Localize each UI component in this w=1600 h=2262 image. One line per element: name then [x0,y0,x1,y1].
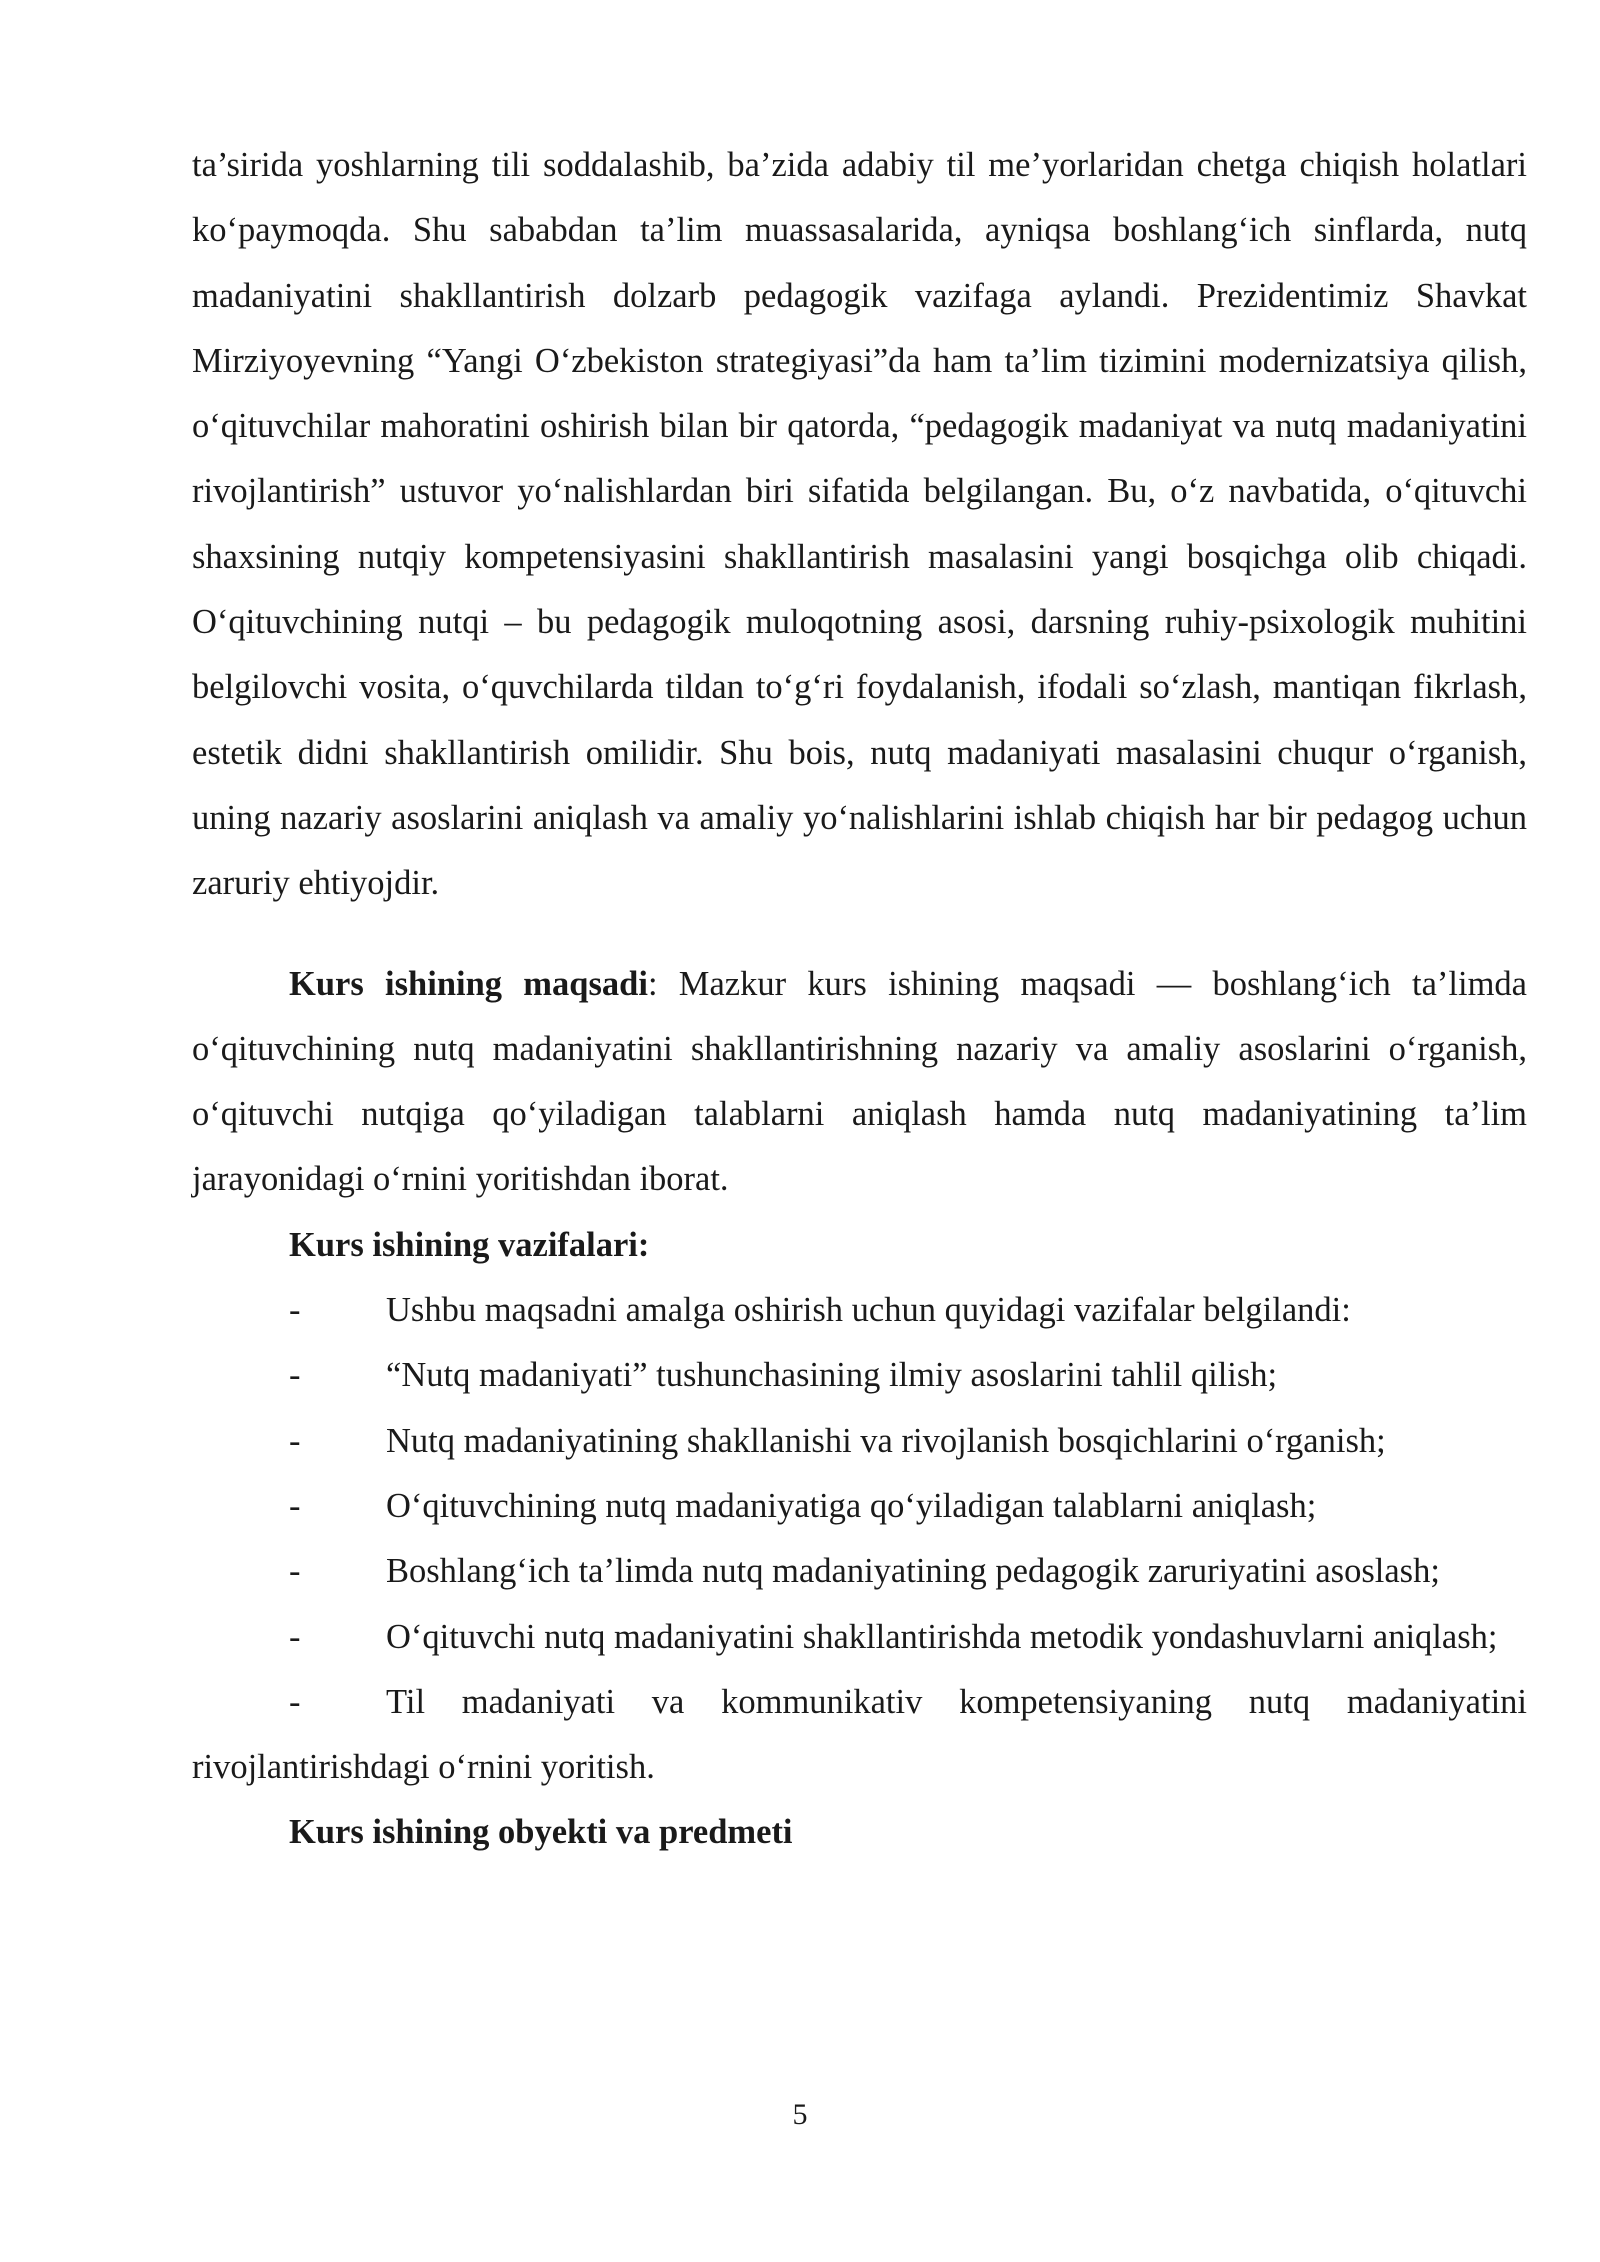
task-text: Nutq madaniyatining shakllanishi va rivojlanish bosqichlarini o‘rganish; [386,1421,1386,1460]
tasks-heading: Kurs ishining vazifalari: [289,1225,650,1264]
page-number: 5 [792,2098,808,2131]
list-bullet: - [289,1552,301,1591]
goal-heading: Kurs ishining maqsadi [289,964,648,1003]
goal-paragraph [192,952,1527,1213]
list-bullet: - [289,1486,301,1525]
task-list-item [192,1474,1527,1539]
goal-separator: : [647,964,658,1003]
task-list-item [192,1539,1527,1604]
task-list-item [192,1278,1527,1343]
task-text: O‘qituvchi nutq madaniyatini shakllantirishda metodik yondashuvlarni aniqlash; [386,1617,1498,1656]
object-heading: Kurs ishining obyekti va predmeti [289,1813,793,1852]
task-text: Til madaniyati va kommunikativ kompetensiyaning nutq madaniyatini rivojlantirishdagi o‘rnini yoritish. [192,1682,1527,1787]
document-page [192,133,1527,1866]
task-list-item [192,1343,1527,1408]
body-paragraph-intro: ta’sirida yoshlarning tili soddalashib, ba’zida adabiy til me’yorlaridan chetga chiqish holatlari ko‘paymoqda. Shu sababdan ta’lim muassasalarida, ayniqsa boshlang‘ich sinflarda, nutq madaniyatini shakllantirish dolzarb pedagogik vazifaga aylandi. Prezidentimiz Shavkat Mirziyoyevning “Yangi O‘zbekiston strategiyasi”da ham ta’lim tizimini modernizatsiya qilish, o‘qituvchilar mahoratini oshirish bilan bir qatorda, “pedagogik madaniyat va nutq madaniyatini rivojlantirish” ustuvor yo‘nalishlardan biri sifatida belgilangan. Bu, o‘z navbatida, o‘qituvchi shaxsining nutqiy kompetensiyasini shakllantirish masalasini yangi bosqichga olib chiqadi. O‘qituvchining nutqi – bu pedagogik muloqotning asosi, darsning ruhiy-psixologik muhitini belgilovchi vosita, o‘quvchilarda tildan to‘g‘ri foydalanish, ifodali so‘zlash, mantiqan fikrlash, estetik didni shakllantirish omilidir. Shu bois, nutq madaniyati masalasini chuqur o‘rganish, uning nazariy asoslarini aniqlash va amaliy yo‘nalishlarini ishlab chiqish har bir pedagog uchun zaruriy ehtiyojdir. [192,146,1527,903]
list-bullet: - [289,1682,301,1721]
task-list-item [192,1605,1527,1670]
task-list-item [192,1409,1527,1474]
task-list-item [192,1670,1527,1801]
task-text: Boshlang‘ich ta’limda nutq madaniyatining pedagogik zaruriyatini asoslash; [386,1552,1440,1591]
task-text: Ushbu maqsadni amalga oshirish uchun quyidagi vazifalar belgilandi: [386,1291,1351,1330]
goal-text: Mazkur kurs ishining maqsadi — boshlang‘ich ta’limda o‘qituvchining nutq madaniyatini shakllantirishning nazariy va amaliy asoslarini o‘rganish, o‘qituvchi nutqiga qo‘yiladigan talablarni aniqlash hamda nutq madaniyatining ta’lim jarayonidagi o‘rnini yoritishdan iborat. [192,964,1527,1199]
list-bullet: - [289,1356,301,1395]
task-text: O‘qituvchining nutq madaniyatiga qo‘yiladigan talablarni aniqlash; [386,1486,1317,1525]
list-bullet: - [289,1421,301,1460]
list-bullet: - [289,1291,301,1330]
task-text: “Nutq madaniyati” tushunchasining ilmiy asoslarini tahlil qilish; [386,1356,1278,1395]
list-bullet: - [289,1617,301,1656]
